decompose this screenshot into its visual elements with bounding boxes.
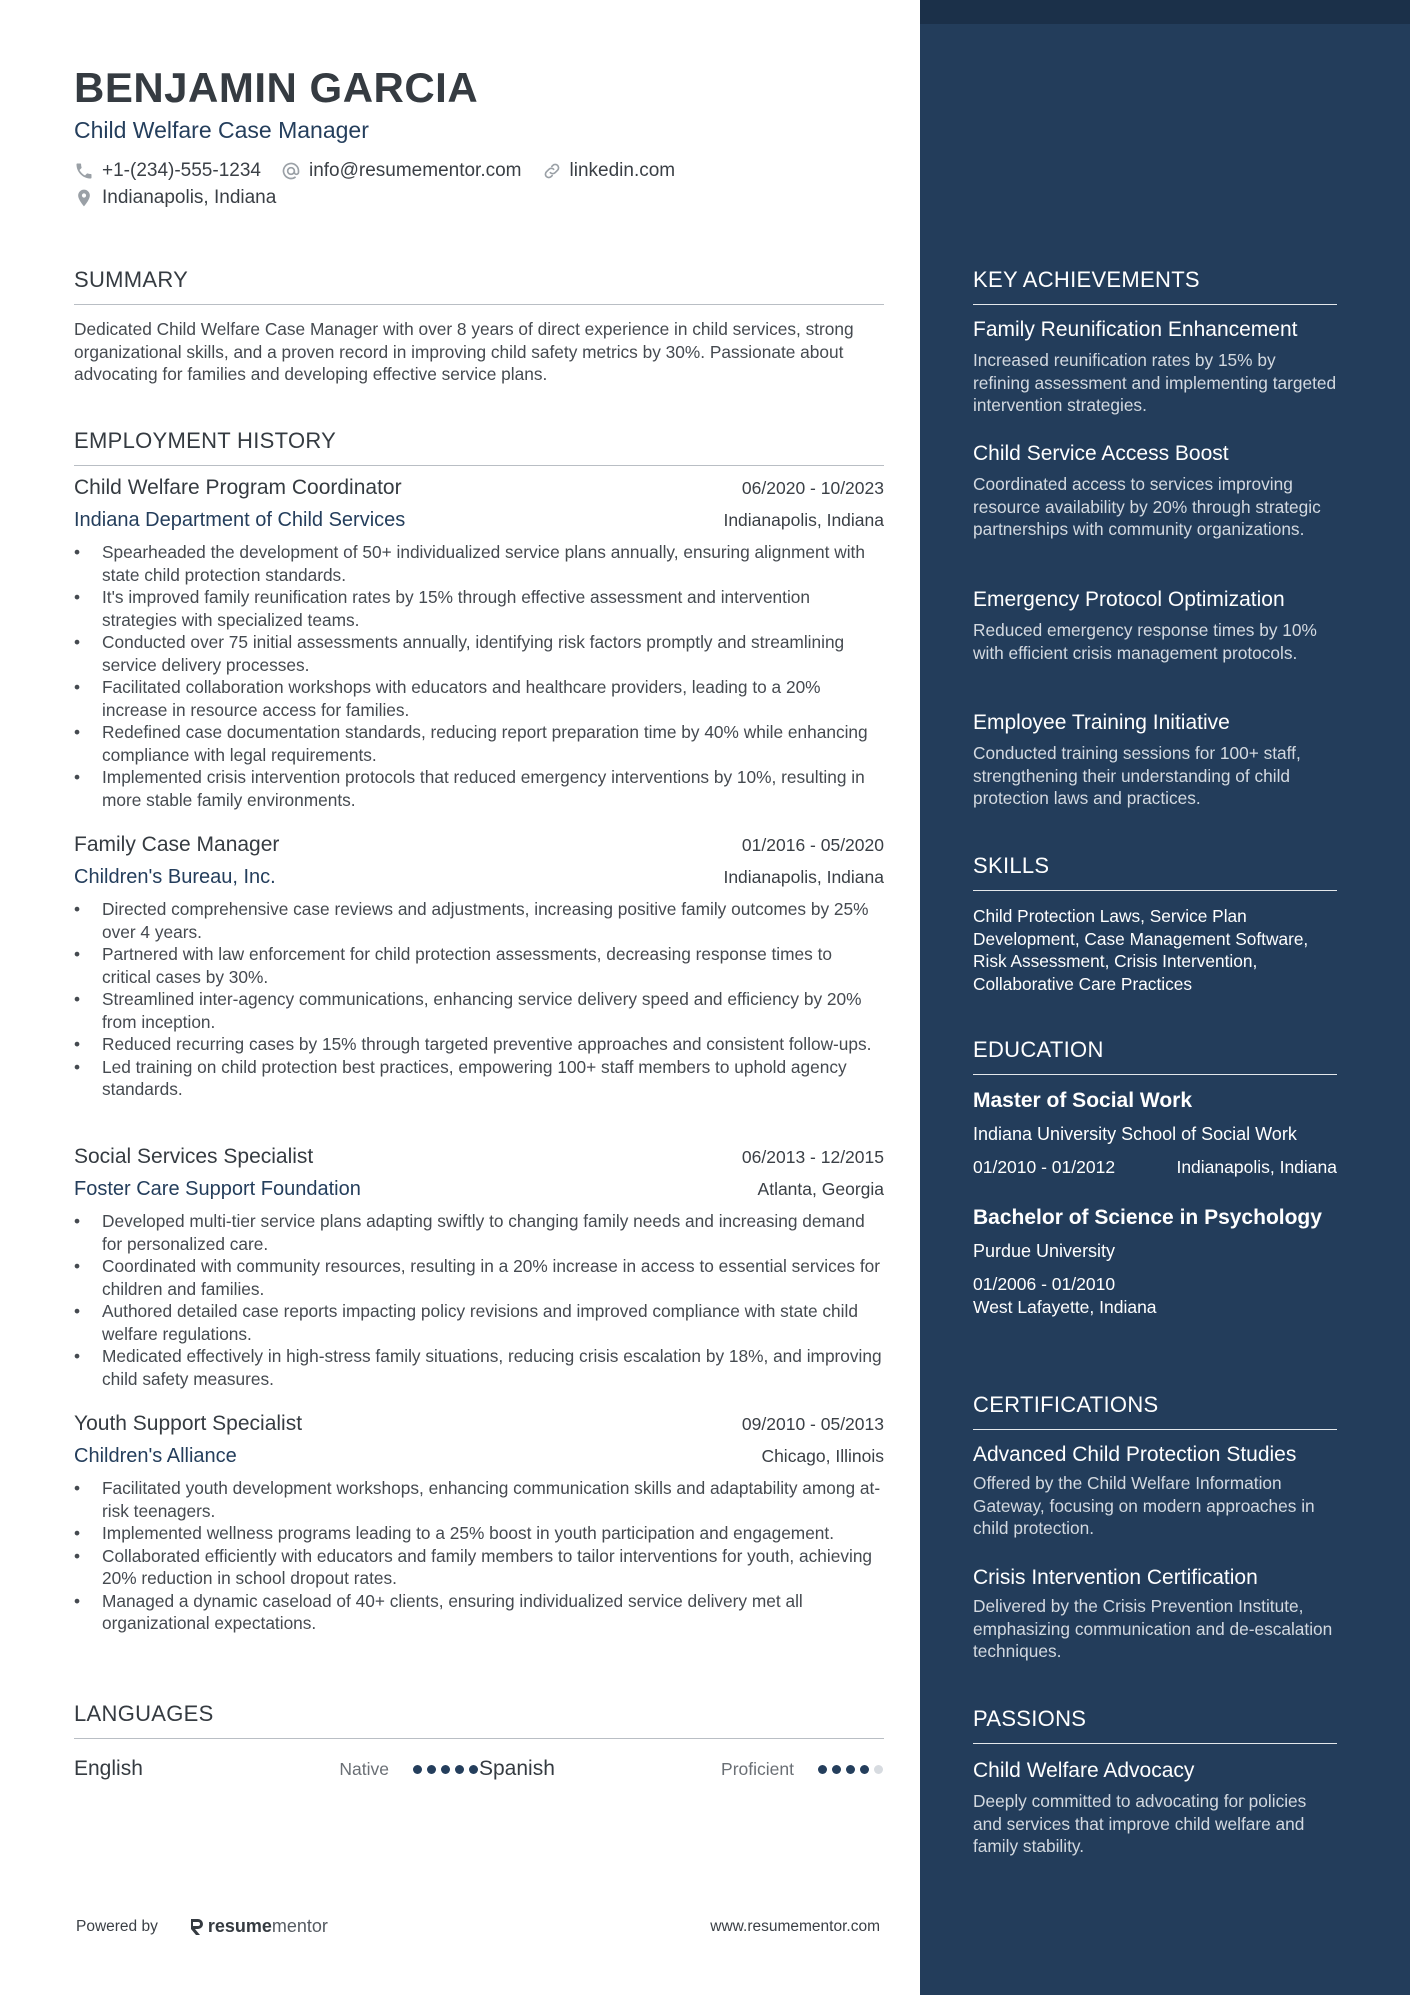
linkedin-text: linkedin.com: [569, 160, 676, 181]
rating-dot-empty: [874, 1765, 883, 1774]
education-heading: EDUCATION: [973, 1037, 1337, 1075]
passion-title: Child Welfare Advocacy: [973, 1759, 1195, 1782]
job-company: Children's Alliance: [74, 1445, 237, 1467]
job-location: Indianapolis, Indiana: [723, 867, 884, 887]
job-bullets: [74, 898, 884, 1101]
bullet-item: • Facilitated youth development workshops, enhancing communication skills and adaptability among at-risk teenagers.: [74, 1477, 884, 1522]
edu-location: Indianapolis, Indiana: [1176, 1157, 1337, 1177]
bullet-item: • Facilitated collaboration workshops with educators and healthcare providers, leading to a 20% increase in resource access for families.: [74, 676, 884, 721]
contact-phone[interactable]: [74, 160, 261, 182]
logo-bold: resume: [207, 1916, 272, 1936]
bullet-item: • Redefined case documentation standards, reducing report preparation time by 40% while enhancing compliance with legal requirements.: [74, 721, 884, 766]
language-rating: [413, 1765, 478, 1774]
job-title: Youth Support Specialist: [74, 1412, 303, 1435]
employment-heading: EMPLOYMENT HISTORY: [74, 428, 884, 466]
bullet-item: • Streamlined inter-agency communications, enhancing service delivery speed and efficiency by 20% from inception.: [74, 988, 884, 1033]
resumementor-logo[interactable]: [188, 1916, 328, 1937]
languages-heading: LANGUAGES: [74, 1701, 884, 1739]
job-location: Atlanta, Georgia: [757, 1179, 884, 1199]
education-item: [973, 1204, 1337, 1319]
rating-dot-filled: [413, 1765, 422, 1774]
rating-dot-filled: [818, 1765, 827, 1774]
footer: [76, 1916, 880, 1937]
location-item: [74, 187, 276, 209]
achievement-desc: Conducted training sessions for 100+ staff, strengthening their understanding of child protection laws and practices.: [973, 743, 1301, 808]
phone-icon: [74, 161, 94, 181]
powered-by: [76, 1916, 328, 1937]
passions-heading: PASSIONS: [973, 1706, 1337, 1744]
achievements-heading: KEY ACHIEVEMENTS: [973, 267, 1337, 305]
edu-degree: Bachelor of Science in Psychology: [973, 1206, 1322, 1229]
bullet-item: • Implemented wellness programs leading to a 25% boost in youth participation and engagement.: [74, 1522, 884, 1545]
job-title: Family Case Manager: [74, 833, 280, 856]
achievement-title: Emergency Protocol Optimization: [973, 588, 1285, 611]
at-icon: [281, 161, 301, 181]
achievement-item: [973, 440, 1337, 541]
job-entry: [74, 476, 884, 811]
website-link[interactable]: www.resumementor.com: [710, 1917, 880, 1935]
passion-item: [973, 1757, 1337, 1858]
job-entry: [74, 833, 884, 1101]
edu-school: Indiana University School of Social Work: [973, 1124, 1297, 1144]
rating-dot-filled: [860, 1765, 869, 1774]
contact-row: [74, 160, 695, 182]
bullet-item: • Directed comprehensive case reviews and adjustments, increasing positive family outcomes by 25% over 4 years.: [74, 898, 884, 943]
job-location: Indianapolis, Indiana: [723, 510, 884, 530]
achievement-desc: Increased reunification rates by 15% by refining assessment and implementing targeted intervention strategies.: [973, 350, 1337, 415]
bullet-item: • Medicated effectively in high-stress family situations, reducing crisis escalation by 18%, and improving child safety measures.: [74, 1345, 884, 1390]
bullet-item: • Developed multi-tier service plans adapting swiftly to changing family needs and increasing demand for personalized care.: [74, 1210, 884, 1255]
bullet-item: • Led training on child protection best practices, empowering 100+ staff members to uphold agency standards.: [74, 1056, 884, 1101]
achievement-desc: Coordinated access to services improving resource availability by 20% through strategic partnerships with community organizations.: [973, 474, 1321, 539]
job-bullets: [74, 1477, 884, 1635]
certification-item: [973, 1564, 1337, 1663]
logo-mark-icon: [188, 1917, 204, 1937]
candidate-role: Child Welfare Case Manager: [74, 117, 369, 143]
education-item: [973, 1087, 1337, 1179]
job-company: Foster Care Support Foundation: [74, 1178, 361, 1200]
edu-dates: 01/2010 - 01/2012: [973, 1157, 1116, 1177]
bullet-item: • Collaborated efficiently with educators and family members to tailor interventions for youth, achieving 20% reduction in school dropout rates.: [74, 1545, 884, 1590]
skills-text: Child Protection Laws, Service Plan Development, Case Management Software, Risk Assessment, Crisis Intervention, Collaborative Care Practices: [973, 906, 1309, 994]
location-text: Indianapolis, Indiana: [102, 187, 277, 208]
contact-linkedin[interactable]: [542, 160, 676, 182]
skills-heading: SKILLS: [973, 853, 1337, 891]
achievement-item: [973, 709, 1337, 810]
contact-email[interactable]: [281, 160, 522, 182]
language-level: Native: [339, 1758, 389, 1779]
job-company: Indiana Department of Child Services: [74, 509, 406, 531]
certification-title: Crisis Intervention Certification: [973, 1566, 1258, 1589]
language-level: Proficient: [721, 1758, 794, 1779]
language-item: [74, 1757, 479, 1781]
edu-school: Purdue University: [973, 1241, 1116, 1261]
job-title: Social Services Specialist: [74, 1145, 314, 1168]
bullet-item: • Spearheaded the development of 50+ individualized service plans annually, ensuring alignment with state child protection standards.: [74, 541, 884, 586]
rating-dot-filled: [846, 1765, 855, 1774]
edu-degree: Master of Social Work: [973, 1089, 1193, 1112]
edu-meta: [973, 1156, 1337, 1179]
achievement-item: [973, 586, 1337, 664]
rating-dot-filled: [427, 1765, 436, 1774]
rating-dot-filled: [832, 1765, 841, 1774]
job-entry: [74, 1145, 884, 1390]
passion-desc: Deeply committed to advocating for policies and services that improve child welfare and family stability.: [973, 1791, 1307, 1856]
sidebar-top-band: [920, 0, 1410, 24]
job-dates: 06/2020 - 10/2023: [741, 478, 884, 498]
certification-item: [973, 1441, 1337, 1540]
job-bullets: [74, 1210, 884, 1390]
language-name: Spanish: [479, 1757, 555, 1780]
phone-text: +1-(234)-555-1234: [102, 160, 261, 181]
certification-desc: Delivered by the Crisis Prevention Institute, emphasizing communication and de-escalation techniques.: [973, 1596, 1333, 1661]
job-location: Chicago, Illinois: [761, 1446, 884, 1466]
edu-dates: 01/2006 - 01/2010: [973, 1274, 1116, 1294]
summary-heading: SUMMARY: [74, 267, 884, 305]
bullet-item: • Conducted over 75 initial assessments annually, identifying risk factors promptly and streamlining service delivery processes.: [74, 631, 884, 676]
job-title: Child Welfare Program Coordinator: [74, 476, 402, 499]
sidebar: [920, 0, 1410, 1995]
achievement-item: [973, 316, 1337, 417]
language-rating: [818, 1765, 883, 1774]
job-company: Children's Bureau, Inc.: [74, 866, 276, 888]
achievement-title: Family Reunification Enhancement: [973, 318, 1298, 341]
bullet-item: • Managed a dynamic caseload of 40+ clients, ensuring individualized service delivery met all organizational expectations.: [74, 1590, 884, 1635]
rating-dot-filled: [455, 1765, 464, 1774]
certification-desc: Offered by the Child Welfare Information Gateway, focusing on modern approaches in child protection.: [973, 1473, 1315, 1538]
job-bullets: [74, 541, 884, 811]
achievement-title: Child Service Access Boost: [973, 442, 1229, 465]
contact-location: [74, 187, 296, 209]
email-text: info@resumementor.com: [308, 160, 522, 181]
achievement-desc: Reduced emergency response times by 10% with efficient crisis management protocols.: [973, 620, 1317, 663]
summary-text: Dedicated Child Welfare Case Manager with over 8 years of direct experience in child services, strong organizational skills, and a proven record in improving child safety metrics by 30%. Passionate about advocating for families and developing effective service plans.: [74, 319, 854, 384]
language-name: English: [74, 1757, 143, 1780]
bullet-item: • Coordinated with community resources, resulting in a 20% increase in access to essential services for children and families.: [74, 1255, 884, 1300]
language-item: [479, 1757, 884, 1781]
certifications-heading: CERTIFICATIONS: [973, 1392, 1337, 1430]
job-dates: 01/2016 - 05/2020: [741, 835, 884, 855]
achievement-title: Employee Training Initiative: [973, 711, 1230, 734]
bullet-item: • Implemented crisis intervention protocols that reduced emergency interventions by 10%, resulting in more stable family environments.: [74, 766, 884, 811]
job-dates: 09/2010 - 05/2013: [741, 1414, 884, 1434]
job-dates: 06/2013 - 12/2015: [741, 1147, 884, 1167]
location-pin-icon: [74, 188, 94, 208]
rating-dot-filled: [441, 1765, 450, 1774]
candidate-name: BENJAMIN GARCIA: [74, 64, 479, 111]
rating-dot-filled: [469, 1765, 478, 1774]
edu-location: West Lafayette, Indiana: [973, 1297, 1157, 1317]
link-icon: [542, 161, 562, 181]
bullet-item: • Authored detailed case reports impacting policy revisions and improved compliance with state child welfare regulations.: [74, 1300, 884, 1345]
logo-light: mentor: [271, 1916, 328, 1936]
bullet-item: • Partnered with law enforcement for child protection assessments, decreasing response times to critical cases by 30%.: [74, 943, 884, 988]
bullet-item: • Reduced recurring cases by 15% through targeted preventive approaches and consistent follow-ups.: [74, 1033, 884, 1056]
bullet-item: • It's improved family reunification rates by 15% through effective assessment and intervention strategies with specialized teams.: [74, 586, 884, 631]
certification-title: Advanced Child Protection Studies: [973, 1443, 1297, 1466]
languages-row: [74, 1754, 884, 1784]
job-entry: [74, 1412, 884, 1635]
powered-by-label: Powered by: [76, 1917, 158, 1935]
